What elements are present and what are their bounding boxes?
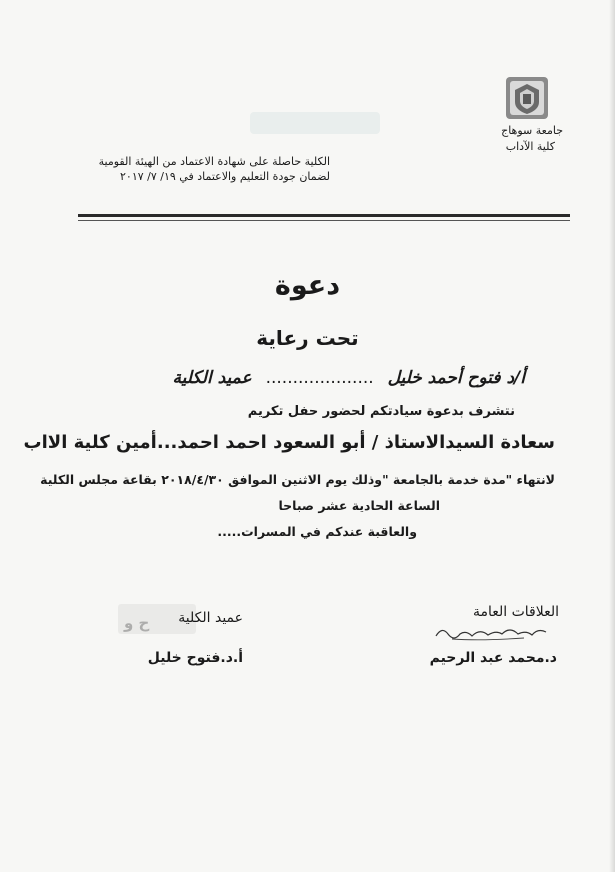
- university-name: جامعة سوهاج: [501, 124, 563, 137]
- occasion-line: لانتهاء "مدة خدمة بالجامعة "وذلك يوم الاثنين الموافق ٢٠١٨/٤/٣٠ بقاعة مجلس الكلية: [40, 472, 555, 487]
- header-divider-thin: [78, 220, 570, 221]
- patron-dots: ....................: [265, 368, 374, 388]
- patronage-heading: تحت رعاية: [256, 326, 359, 350]
- scan-edge-shadow: [609, 0, 615, 872]
- pr-title: العلاقات العامة: [472, 604, 559, 620]
- patron-name: فتوح أحمد خليل: [387, 368, 501, 388]
- time-line: الساعة الحادية عشر صباحا: [278, 498, 440, 513]
- faculty-name: كلية الآداب: [505, 140, 555, 153]
- patron-prefix: أ/د: [506, 368, 525, 388]
- closing-line: والعاقبة عندكم في المسرات.....: [217, 524, 417, 539]
- pr-name: د.محمد عبد الرحيم: [429, 650, 557, 666]
- dean-name: أ.د.فتوح خليل: [147, 650, 243, 666]
- dean-title: عميد الكلية: [178, 610, 243, 626]
- patron-role: عميد الكلية: [172, 368, 252, 388]
- accreditation-line-2: لضمان جودة التعليم والاعتماد في ١٩/ ٧/ ٢٠١٧: [120, 170, 330, 183]
- scan-smudge: [250, 112, 380, 134]
- accreditation-line-1: الكلية حاصلة على شهادة الاعتماد من الهيئة القومية: [98, 155, 330, 168]
- patron-line: [173, 368, 525, 388]
- invitation-title: دعوة: [274, 270, 341, 301]
- header-divider: [78, 214, 570, 217]
- university-logo: [505, 76, 549, 120]
- stamp-mark: ح و: [124, 614, 150, 632]
- handwritten-signature: [432, 622, 550, 644]
- honor-line: نتشرف بدعوة سيادتكم لحضور حفل تكريم: [247, 404, 515, 419]
- honoree-line: سعادة السيدالاستاذ / أبو السعود احمد احمد...أمين كلية الااب: [23, 432, 555, 453]
